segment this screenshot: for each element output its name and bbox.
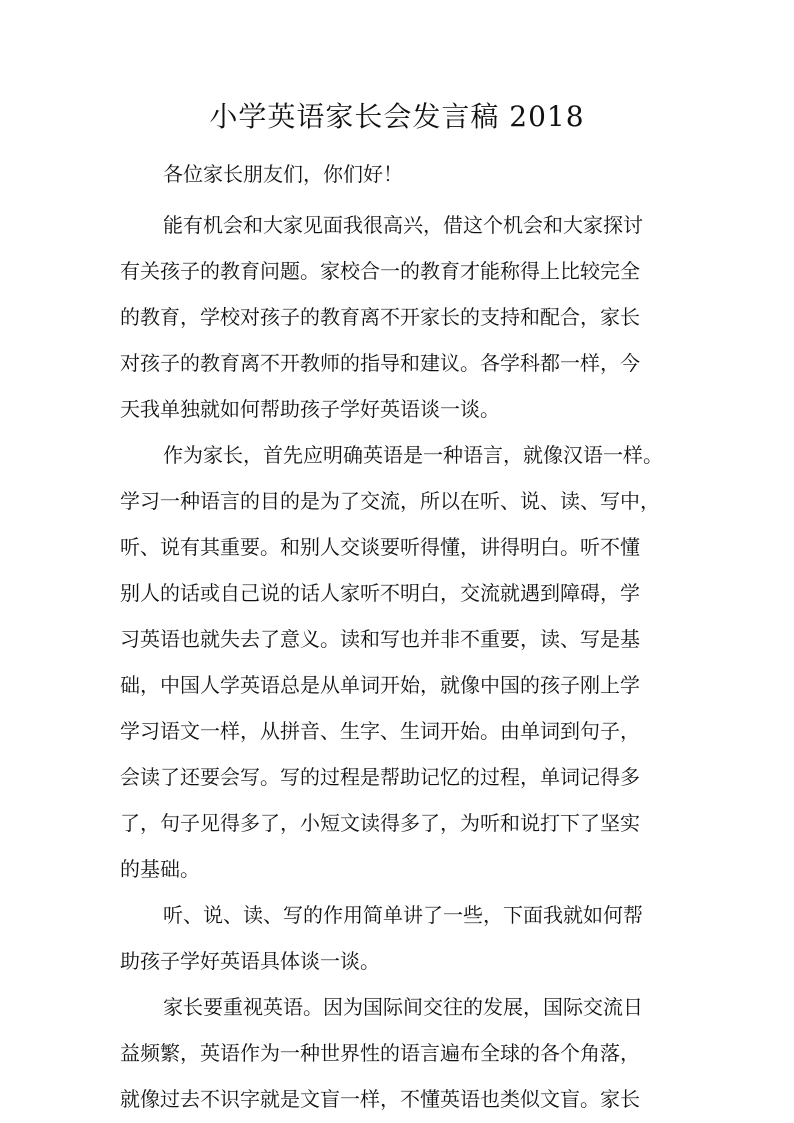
document-body [120,202,680,1122]
paragraph-line: 会读了还要会写。写的过程是帮助记忆的过程，单词记得多 [120,765,640,789]
paragraph-line: 听、说有其重要。和别人交谈要听得懂，讲得明白。听不懂 [120,535,640,559]
paragraph-line: 习英语也就失去了意义。读和写也并非不重要，读、写是基 [120,627,640,651]
paragraph-line: 的基础。 [120,857,200,881]
paragraph-line: 天我单独就如何帮助孩子学好英语谈一谈。 [120,397,500,421]
paragraph-3 [120,892,680,984]
document-title: 小学英语家长会发言稿 2018 [209,100,585,133]
paragraph-2 [120,432,680,892]
paragraph-line: 学习一种语言的目的是为了交流，所以在听、说、读、写中， [120,489,660,513]
paragraph-line: 有关孩子的教育问题。家校合一的教育才能称得上比较完全 [120,259,640,283]
paragraph-line: 听、说、读、写的作用简单讲了一些，下面我就如何帮 [163,903,643,927]
paragraph-line: 础，中国人学英语总是从单词开始，就像中国的孩子刚上学 [120,673,640,697]
paragraph-line: 的教育，学校对孩子的教育离不开家长的支持和配合，家长 [120,305,640,329]
paragraph-line: 了，句子见得多了，小短文读得多了，为听和说打下了坚实 [120,811,640,835]
paragraph-line: 就像过去不识字就是文盲一样，不懂英语也类似文盲。家长 [120,1087,640,1111]
paragraph-line: 对孩子的教育离不开教师的指导和建议。各学科都一样，今 [120,351,640,375]
paragraph-line: 学习语文一样，从拼音、生字、生词开始。由单词到句子， [120,719,640,743]
greeting-line: 各位家长朋友们，你们好！ [163,162,403,186]
paragraph-line: 作为家长，首先应明确英语是一种语言，就像汉语一样。 [163,443,663,467]
paragraph-4 [120,984,680,1122]
paragraph-line: 益频繁，英语作为一种世界性的语言遍布全球的各个角落， [120,1041,640,1065]
paragraph-1 [120,202,680,432]
paragraph-line: 助孩子学好英语具体谈一谈。 [120,949,380,973]
paragraph-line: 能有机会和大家见面我很高兴，借这个机会和大家探讨 [163,213,643,237]
paragraph-line: 家长要重视英语。因为国际间交往的发展，国际交流日 [163,995,643,1019]
paragraph-line: 别人的话或自己说的话人家听不明白，交流就遇到障碍，学 [120,581,640,605]
